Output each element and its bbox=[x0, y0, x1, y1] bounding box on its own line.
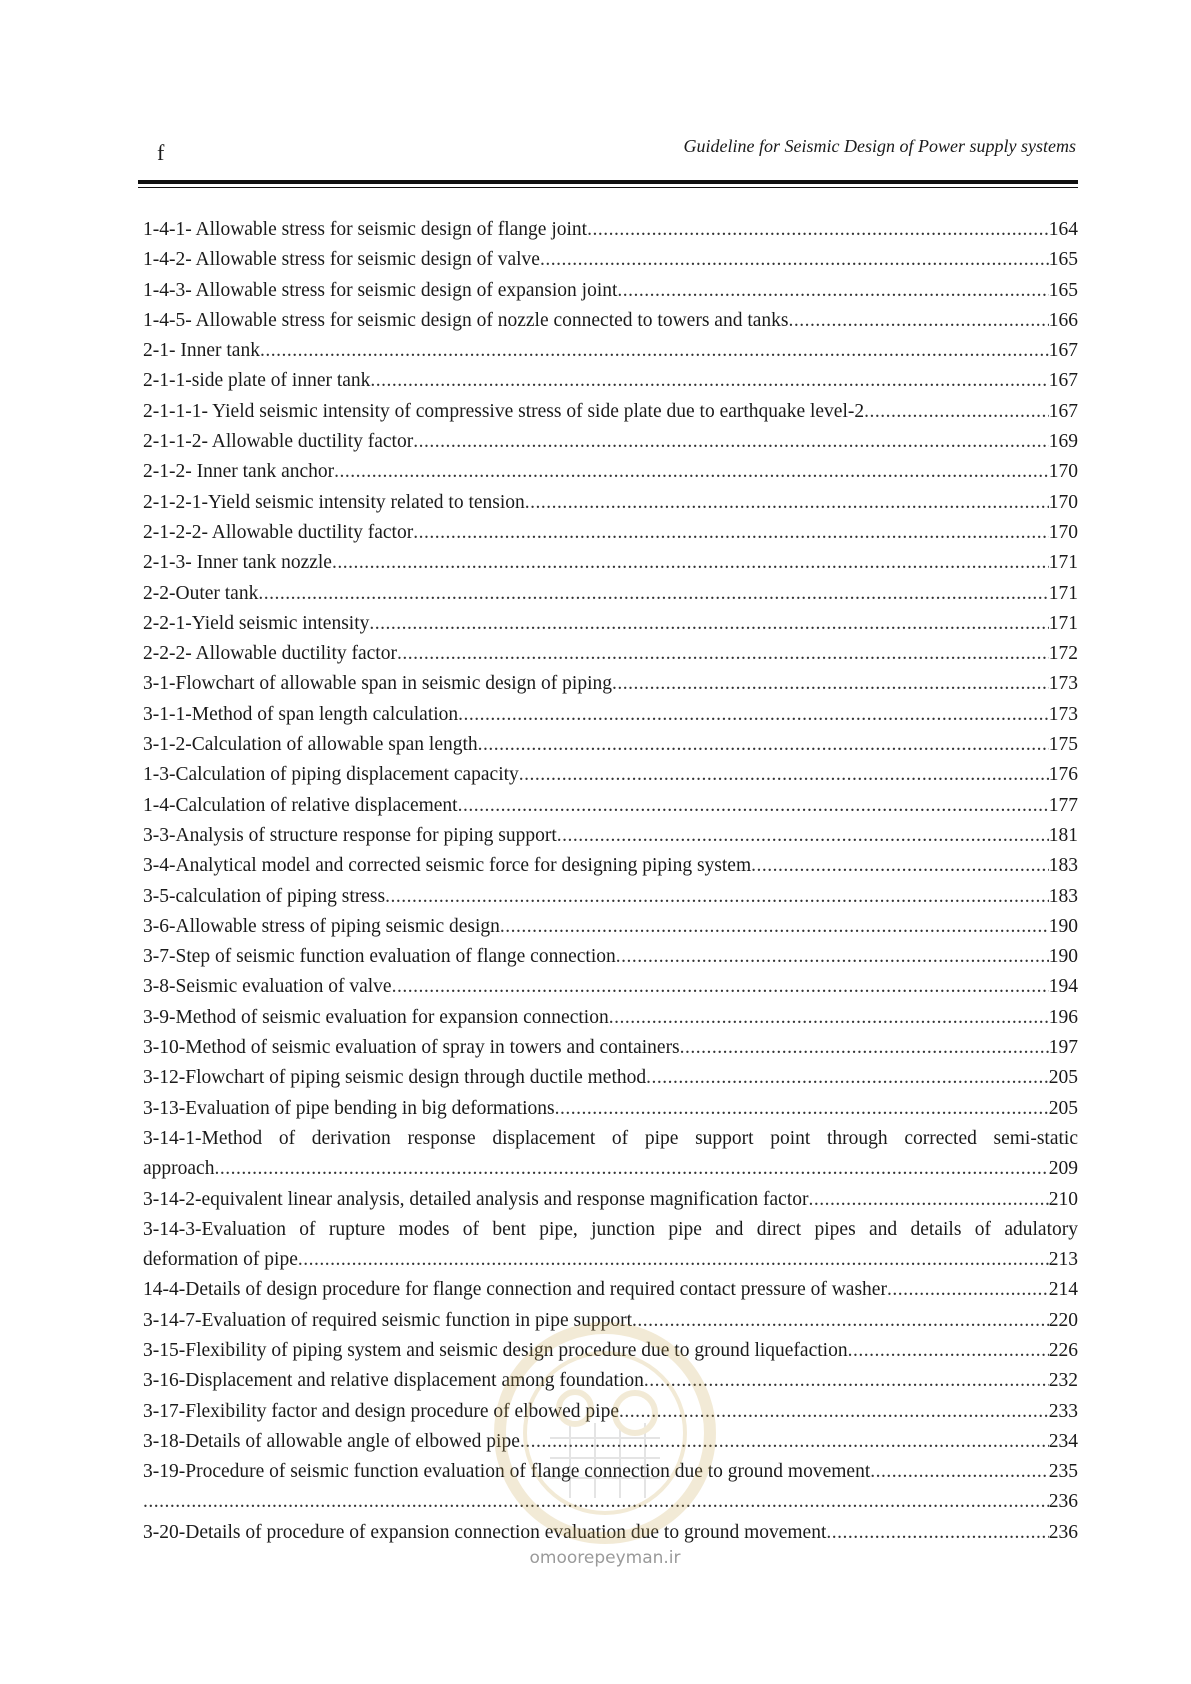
toc-entry-page: 196 bbox=[1048, 1006, 1078, 1028]
toc-entry-title: 3-7-Step of seismic function evaluation of flange connection bbox=[143, 946, 616, 968]
toc-entry bbox=[143, 579, 1078, 609]
toc-leader-dots bbox=[392, 972, 1049, 1002]
toc-entry-page: 183 bbox=[1048, 885, 1078, 907]
watermark-url: omoorepeyman.ir bbox=[529, 1548, 681, 1568]
toc-entry-page: 171 bbox=[1048, 612, 1078, 634]
toc-entry-line bbox=[143, 760, 1078, 790]
toc-entry-title: 1-4-2- Allowable stress for seismic design of valve bbox=[143, 249, 540, 271]
toc-entry-line bbox=[143, 1033, 1078, 1063]
toc-entry-page: 170 bbox=[1048, 521, 1078, 543]
toc-entry-title: 3-9-Method of seismic evaluation for expansion connection bbox=[143, 1006, 609, 1028]
toc-leader-dots bbox=[616, 942, 1049, 972]
toc-entry-title: 3-1-1-Method of span length calculation bbox=[143, 703, 459, 725]
toc-entry-line bbox=[143, 518, 1078, 548]
toc-entry-page: 183 bbox=[1048, 855, 1078, 877]
toc-entry bbox=[143, 851, 1078, 881]
toc-entry-line bbox=[143, 730, 1078, 760]
toc-entry-page: 197 bbox=[1048, 1037, 1078, 1059]
toc-entry-title: 2-1-1-1- Yield seismic intensity of compressive stress of side plate due to earthquake level-2 bbox=[143, 400, 865, 422]
toc-entry bbox=[143, 1124, 1078, 1185]
toc-entry-title: 3-10-Method of seismic evaluation of spray in towers and containers bbox=[143, 1037, 680, 1059]
toc-entry-page: 233 bbox=[1048, 1400, 1078, 1422]
toc-entry-page: 167 bbox=[1048, 340, 1078, 362]
toc-entry-line bbox=[143, 1245, 1078, 1275]
toc-entry bbox=[143, 1094, 1078, 1124]
toc-entry-line bbox=[143, 942, 1078, 972]
toc-entry-page: 234 bbox=[1048, 1430, 1078, 1452]
toc-entry-title: 2-2-2- Allowable ductility factor bbox=[143, 643, 397, 665]
toc-leader-dots bbox=[587, 215, 1049, 245]
toc-leader-dots bbox=[612, 669, 1049, 699]
toc-entry-page: 177 bbox=[1048, 794, 1078, 816]
toc-entry-title: 3-15-Flexibility of piping system and seismic design procedure due to ground liquefaction bbox=[143, 1339, 848, 1361]
toc-entry-page: 235 bbox=[1048, 1461, 1078, 1483]
toc-leader-dots bbox=[370, 366, 1048, 396]
toc-entry bbox=[143, 518, 1078, 548]
toc-entry-page: 205 bbox=[1048, 1097, 1078, 1119]
toc-entry bbox=[143, 306, 1078, 336]
toc-leader-dots bbox=[500, 912, 1049, 942]
toc-entry bbox=[143, 700, 1078, 730]
watermark-logo-icon bbox=[490, 1318, 720, 1548]
toc-entry-title: 3-14-1-Method of derivation response displacement of pipe support point through corrected semi-static bbox=[143, 1127, 1078, 1149]
toc-entry-title: 2-1-1-side plate of inner tank bbox=[143, 370, 371, 392]
toc-leader-dots bbox=[413, 518, 1049, 548]
toc-entry-title: 3-14-7-Evaluation of required seismic function in pipe support bbox=[143, 1309, 633, 1331]
toc-entry-line bbox=[143, 427, 1078, 457]
toc-entry-page: 172 bbox=[1048, 643, 1078, 665]
toc-entry bbox=[143, 882, 1078, 912]
toc-entry-page: 181 bbox=[1048, 824, 1078, 846]
toc-leader-dots bbox=[478, 730, 1049, 760]
toc-entry-title: 3-20-Details of procedure of expansion connection evaluation due to ground movement bbox=[143, 1521, 827, 1543]
toc-entry bbox=[143, 1003, 1078, 1033]
toc-entry-page: 232 bbox=[1048, 1370, 1078, 1392]
toc-leader-dots bbox=[870, 1457, 1049, 1487]
page-number: f bbox=[157, 140, 165, 165]
toc-entry-line bbox=[143, 882, 1078, 912]
toc-entry-page: 194 bbox=[1048, 976, 1078, 998]
toc-entry bbox=[143, 548, 1078, 578]
toc-entry-title: 2-2-Outer tank bbox=[143, 582, 259, 604]
toc-entry-page: 169 bbox=[1048, 431, 1078, 453]
toc-leader-dots bbox=[826, 1518, 1048, 1548]
toc-entry bbox=[143, 912, 1078, 942]
toc-entry bbox=[143, 215, 1078, 245]
toc-entry-line bbox=[143, 366, 1078, 396]
toc-entry-title: 2-1-2- Inner tank anchor bbox=[143, 461, 335, 483]
toc-entry-page: 213 bbox=[1048, 1249, 1078, 1271]
toc-entry bbox=[143, 1033, 1078, 1063]
toc-leader-dots bbox=[540, 245, 1049, 275]
toc-leader-dots bbox=[298, 1245, 1049, 1275]
toc-entry-title: 1-3-Calculation of piping displacement capacity bbox=[143, 764, 519, 786]
toc-leader-dots bbox=[848, 1336, 1049, 1366]
toc-entry-page: 226 bbox=[1048, 1339, 1078, 1361]
toc-entry-page: 236 bbox=[1048, 1521, 1078, 1543]
toc-entry bbox=[143, 791, 1078, 821]
toc-leader-dots bbox=[887, 1275, 1049, 1305]
toc-entry-page: 167 bbox=[1048, 370, 1078, 392]
toc-entry bbox=[143, 457, 1078, 487]
toc-entry-line bbox=[143, 306, 1078, 336]
toc-entry-line bbox=[143, 397, 1078, 427]
toc-leader-dots bbox=[751, 851, 1049, 881]
toc-entry-line bbox=[143, 669, 1078, 699]
toc-leader-dots bbox=[385, 882, 1049, 912]
toc-entry bbox=[143, 942, 1078, 972]
toc-entry bbox=[143, 972, 1078, 1002]
toc-leader-dots bbox=[864, 397, 1049, 427]
toc-entry-title: 3-19-Procedure of seismic function evaluation of flange connection due to ground movement bbox=[143, 1461, 871, 1483]
toc-leader-dots bbox=[519, 760, 1049, 790]
toc-leader-dots bbox=[680, 1033, 1049, 1063]
toc-entry-title: 2-1-2-2- Allowable ductility factor bbox=[143, 521, 414, 543]
toc-entry bbox=[143, 397, 1078, 427]
toc-leader-dots bbox=[397, 639, 1049, 669]
toc-entry-page: 166 bbox=[1048, 309, 1078, 331]
toc-leader-dots bbox=[413, 427, 1049, 457]
toc-entry-title: 3-1-2-Calculation of allowable span length bbox=[143, 734, 478, 756]
toc-leader-dots bbox=[609, 1003, 1049, 1033]
toc-entry-page: 173 bbox=[1048, 703, 1078, 725]
toc-entry-page: 190 bbox=[1048, 946, 1078, 968]
toc-entry-title: 3-3-Analysis of structure response for piping support bbox=[143, 824, 557, 846]
toc-entry-title: 1-4-3- Allowable stress for seismic design of expansion joint bbox=[143, 279, 618, 301]
toc-entry-line bbox=[143, 488, 1078, 518]
toc-entry-line bbox=[143, 851, 1078, 881]
toc-entry-line bbox=[143, 700, 1078, 730]
toc-entry bbox=[143, 1215, 1078, 1276]
toc-leader-dots bbox=[334, 457, 1049, 487]
toc-entry bbox=[143, 1275, 1078, 1305]
toc-entry-page: 171 bbox=[1048, 552, 1078, 574]
toc-entry-title: 2-1- Inner tank bbox=[143, 340, 260, 362]
toc-entry-line bbox=[143, 457, 1078, 487]
toc-leader-dots bbox=[332, 548, 1049, 578]
toc-entry-title: 3-12-Flowchart of piping seismic design through ductile method bbox=[143, 1067, 647, 1089]
toc-leader-dots bbox=[555, 1094, 1049, 1124]
toc-leader-dots bbox=[214, 1154, 1048, 1184]
toc-entry-title: 3-14-2-equivalent linear analysis, detailed analysis and response magnification factor bbox=[143, 1188, 809, 1210]
toc-entry bbox=[143, 427, 1078, 457]
toc-entry-line bbox=[143, 245, 1078, 275]
toc-entry-page: 165 bbox=[1048, 279, 1078, 301]
toc-entry-line bbox=[143, 548, 1078, 578]
toc-entry-title: 3-5-calculation of piping stress bbox=[143, 885, 386, 907]
toc-entry-page: 170 bbox=[1048, 461, 1078, 483]
toc-entry-line bbox=[143, 791, 1078, 821]
toc-entry-title: 1-4-Calculation of relative displacement bbox=[143, 794, 458, 816]
toc-leader-dots bbox=[258, 579, 1048, 609]
toc-entry-page: 220 bbox=[1048, 1309, 1078, 1331]
toc-entry-title: 3-6-Allowable stress of piping seismic design bbox=[143, 915, 500, 937]
toc-entry-title: 3-4-Analytical model and corrected seismic force for designing piping system bbox=[143, 855, 752, 877]
toc-entry-title: 3-13-Evaluation of pipe bending in big deformations bbox=[143, 1097, 555, 1119]
toc-entry-page: 210 bbox=[1048, 1188, 1078, 1210]
toc-entry-title: 3-17-Flexibility factor and design procedure of elbowed pipe bbox=[143, 1400, 619, 1422]
toc-entry bbox=[143, 1063, 1078, 1093]
toc-entry bbox=[143, 488, 1078, 518]
toc-entry-line bbox=[143, 579, 1078, 609]
toc-entry-line bbox=[143, 972, 1078, 1002]
toc-entry-title: 1-4-1- Allowable stress for seismic design of flange joint bbox=[143, 219, 588, 240]
toc-entry-title: 3-8-Seismic evaluation of valve bbox=[143, 976, 392, 998]
toc-entry bbox=[143, 609, 1078, 639]
toc-entry-line bbox=[143, 1154, 1078, 1184]
toc-entry-line bbox=[143, 609, 1078, 639]
toc-entry bbox=[143, 760, 1078, 790]
toc-entry-line bbox=[143, 1063, 1078, 1093]
toc-entry bbox=[143, 366, 1078, 396]
toc-leader-dots bbox=[458, 700, 1049, 730]
toc-entry-title: 3-16-Displacement and relative displacement among foundation bbox=[143, 1370, 644, 1392]
running-title: Guideline for Seismic Design of Power supply systems bbox=[683, 136, 1076, 156]
toc-entry-line bbox=[143, 336, 1078, 366]
toc-leader-dots bbox=[260, 336, 1049, 366]
toc-entry-line bbox=[143, 1094, 1078, 1124]
toc-entry-line bbox=[143, 276, 1078, 306]
toc-entry-title: 2-1-3- Inner tank nozzle bbox=[143, 552, 332, 574]
toc-entry-title: 3-18-Details of allowable angle of elbowed pipe bbox=[143, 1430, 520, 1452]
toc-entry-page: 164 bbox=[1048, 219, 1078, 240]
toc-entry-title: 3-14-3-Evaluation of rupture modes of bent pipe, junction pipe and direct pipes and details of adulatory bbox=[143, 1218, 1078, 1240]
toc-leader-dots bbox=[646, 1063, 1049, 1093]
toc-leader-dots bbox=[525, 488, 1049, 518]
toc-entry-page: 190 bbox=[1048, 915, 1078, 937]
header-rule-thick bbox=[138, 180, 1078, 184]
toc-entry-line bbox=[143, 1275, 1078, 1305]
toc-entry bbox=[143, 336, 1078, 366]
toc-entry-title-continued: approach bbox=[143, 1158, 215, 1180]
toc-leader-dots bbox=[789, 306, 1049, 336]
toc-entry bbox=[143, 276, 1078, 306]
toc-entry-line bbox=[143, 639, 1078, 669]
toc-entry-title: 3-1-Flowchart of allowable span in seismic design of piping bbox=[143, 673, 612, 695]
toc-entry-page: 209 bbox=[1048, 1158, 1078, 1180]
toc-entry-page: 236 bbox=[1048, 1491, 1078, 1513]
toc-entry-title: 1-4-5- Allowable stress for seismic design of nozzle connected to towers and tanks bbox=[143, 309, 789, 331]
toc-entry-page: 171 bbox=[1048, 582, 1078, 604]
toc-entry-title: 2-2-1-Yield seismic intensity bbox=[143, 612, 370, 634]
toc-entry-title-continued: deformation of pipe bbox=[143, 1249, 298, 1271]
toc-leader-dots bbox=[458, 791, 1049, 821]
toc-entry bbox=[143, 1185, 1078, 1215]
toc-entry-line bbox=[143, 912, 1078, 942]
toc-entry-page: 170 bbox=[1048, 491, 1078, 513]
toc-entry-page: 176 bbox=[1048, 764, 1078, 786]
toc-leader-dots bbox=[557, 821, 1049, 851]
toc-entry-title: 14-4-Details of design procedure for flange connection and required contact pressure of washer bbox=[143, 1279, 887, 1301]
toc-entry-page: 175 bbox=[1048, 734, 1078, 756]
toc-entry bbox=[143, 730, 1078, 760]
toc-entry-title: 2-1-1-2- Allowable ductility factor bbox=[143, 431, 414, 453]
toc-entry-line bbox=[143, 821, 1078, 851]
toc-entry-title: 2-1-2-1-Yield seismic intensity related to tension bbox=[143, 491, 525, 513]
toc-entry-line bbox=[143, 215, 1078, 245]
toc-leader-dots bbox=[808, 1185, 1048, 1215]
toc-leader-dots bbox=[617, 276, 1048, 306]
toc-entry-line bbox=[143, 1185, 1078, 1215]
toc-entry bbox=[143, 669, 1078, 699]
toc-leader-dots bbox=[369, 609, 1048, 639]
toc-entry-page: 167 bbox=[1048, 400, 1078, 422]
toc-entry-page: 205 bbox=[1048, 1067, 1078, 1089]
toc-entry-page: 173 bbox=[1048, 673, 1078, 695]
toc-entry-page: 214 bbox=[1048, 1279, 1078, 1301]
toc-entry bbox=[143, 821, 1078, 851]
toc-entry bbox=[143, 639, 1078, 669]
toc-entry-page: 165 bbox=[1048, 249, 1078, 271]
header-rule-thin bbox=[138, 187, 1078, 188]
toc-entry-line bbox=[143, 1003, 1078, 1033]
toc-entry bbox=[143, 245, 1078, 275]
